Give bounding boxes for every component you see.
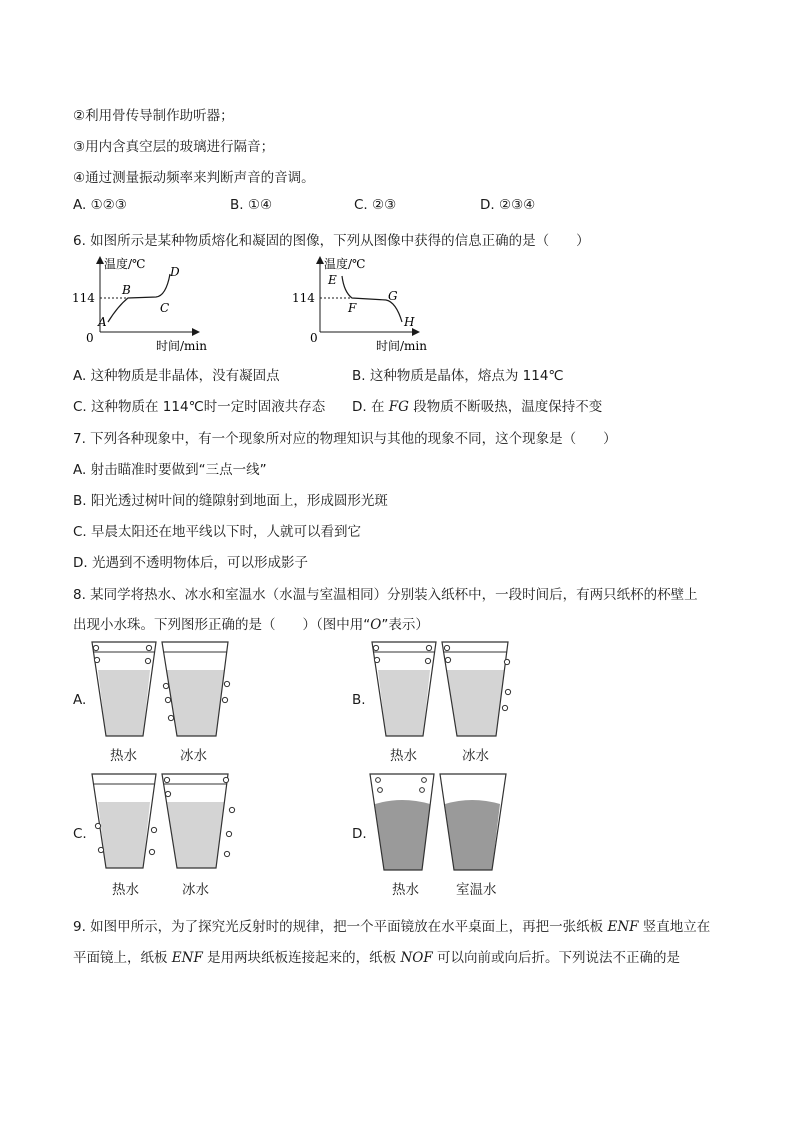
q8-option-a-letter: A. bbox=[73, 692, 87, 708]
hot-cup-water bbox=[378, 670, 430, 736]
q8-stem-line2-post: ”表示） bbox=[381, 617, 429, 633]
hot-cup-water bbox=[375, 800, 430, 870]
solidification-graph bbox=[292, 254, 446, 354]
point-e: E bbox=[328, 273, 337, 287]
water-drop bbox=[378, 788, 383, 793]
water-drop bbox=[93, 645, 98, 650]
water-drop bbox=[226, 831, 231, 836]
q9-line1-board: ENF bbox=[607, 919, 639, 935]
q8-option-b-letter: B. bbox=[352, 692, 366, 708]
water-drop bbox=[95, 823, 100, 828]
q9-line2-board1: ENF bbox=[171, 950, 203, 966]
x-label: 时间/min bbox=[156, 339, 207, 353]
q6-option-a: A. 这种物质是非晶体，没有凝固点 bbox=[73, 368, 280, 384]
origin-label: 0 bbox=[310, 331, 318, 345]
q8-option-d-left-label: 热水 bbox=[392, 882, 419, 898]
water-drop bbox=[149, 849, 154, 854]
water-drop bbox=[146, 645, 151, 650]
q5-option-d: D. ②③④ bbox=[480, 197, 536, 213]
water-drop bbox=[505, 689, 510, 694]
q8-option-a-left-label: 热水 bbox=[110, 748, 137, 764]
q6-stem: 6. 如图所示是某种物质熔化和凝固的图像，下列从图像中获得的信息正确的是（ ） bbox=[73, 233, 590, 249]
water-drop bbox=[374, 657, 379, 662]
q7-option-b: B. 阳光透过树叶间的缝隙射到地面上，形成圆形光斑 bbox=[73, 493, 388, 509]
water-drop bbox=[224, 851, 229, 856]
tick-label: 114 bbox=[292, 291, 315, 305]
water-drop bbox=[445, 657, 450, 662]
water-drop bbox=[98, 847, 103, 852]
q6-option-d-segment: FG bbox=[388, 399, 409, 415]
room-temp-cup-water bbox=[445, 800, 500, 870]
q7-option-d: D. 光遇到不透明物体后，可以形成影子 bbox=[73, 555, 308, 571]
q6-option-d-pre: D. 在 bbox=[352, 399, 389, 415]
q8-option-d-cups bbox=[366, 770, 516, 875]
q8-stem-line2-pre: 出现小水珠。下列图形正确的是（ ）（图中用“ bbox=[73, 617, 371, 633]
q6-option-d bbox=[352, 395, 602, 415]
point-b: B bbox=[122, 283, 131, 297]
q8-option-c-right-label: 冰水 bbox=[182, 882, 209, 898]
water-drop bbox=[94, 657, 99, 662]
q9-line1-pre: 9. 如图甲所示，为了探究光反射时的规律，把一个平面镜放在水平桌面上，再把一张纸板 bbox=[73, 919, 608, 935]
q8-option-c-left-label: 热水 bbox=[112, 882, 139, 898]
water-drop bbox=[373, 645, 378, 650]
q9-line2 bbox=[73, 946, 680, 966]
water-drop bbox=[426, 645, 431, 650]
water-drop bbox=[224, 681, 229, 686]
water-drop bbox=[145, 658, 150, 663]
q9-line2-board2: NOF bbox=[400, 950, 433, 966]
y-label: 温度/℃ bbox=[324, 257, 366, 271]
item-3: ③用内含真空层的玻璃进行隔音； bbox=[73, 139, 275, 155]
tick-label: 114 bbox=[72, 291, 95, 305]
q8-option-c-cups bbox=[88, 770, 238, 875]
water-drop bbox=[425, 658, 430, 663]
q8-stem-line2-symbol: O bbox=[370, 617, 382, 633]
water-drop bbox=[165, 697, 170, 702]
point-a: A bbox=[98, 315, 107, 329]
water-drop bbox=[223, 777, 228, 782]
water-drop bbox=[422, 778, 427, 783]
point-c: C bbox=[160, 301, 170, 315]
point-h: H bbox=[404, 315, 415, 329]
q6-option-d-post: 段物质不断吸热，温度保持不变 bbox=[408, 399, 603, 415]
q7-stem: 7. 下列各种现象中，有一个现象所对应的物理知识与其他的现象不同，这个现象是（ ） bbox=[73, 431, 617, 447]
water-drop bbox=[229, 807, 234, 812]
q9-line1-post: 竖直地立在 bbox=[638, 919, 711, 935]
q5-option-a: A. ①②③ bbox=[73, 197, 127, 213]
water-drop bbox=[502, 705, 507, 710]
water-drop bbox=[420, 788, 425, 793]
q8-option-a-cups bbox=[88, 638, 238, 743]
q9-line2-c: 可以向前或向后折。下列说法不正确的是 bbox=[432, 950, 680, 966]
q8-option-b-right-label: 冰水 bbox=[462, 748, 489, 764]
q5-option-b: B. ①④ bbox=[230, 197, 273, 213]
q8-option-d-right-label: 室温水 bbox=[456, 882, 497, 898]
water-drop bbox=[376, 778, 381, 783]
water-drop bbox=[444, 645, 449, 650]
point-g: G bbox=[388, 289, 398, 303]
q5-option-c: C. ②③ bbox=[354, 197, 397, 213]
point-f: F bbox=[348, 301, 357, 315]
item-2: ②利用骨传导制作助听器； bbox=[73, 108, 234, 124]
water-drop bbox=[151, 827, 156, 832]
q9-line2-a: 平面镜上，纸板 bbox=[73, 950, 172, 966]
q8-option-a-right-label: 冰水 bbox=[180, 748, 207, 764]
q8-option-b-cups bbox=[368, 638, 518, 743]
point-d: D bbox=[170, 265, 180, 279]
q8-option-c-letter: C. bbox=[73, 826, 87, 842]
hot-cup-water bbox=[98, 802, 150, 868]
melting-graph bbox=[72, 254, 226, 354]
q8-option-d-letter: D. bbox=[352, 826, 367, 842]
water-drop bbox=[164, 777, 169, 782]
water-drop bbox=[163, 683, 168, 688]
x-label: 时间/min bbox=[376, 339, 427, 353]
item-4: ④通过测量振动频率来判断声音的音调。 bbox=[73, 170, 315, 186]
q8-option-b-left-label: 热水 bbox=[390, 748, 417, 764]
origin-label: 0 bbox=[86, 331, 94, 345]
hot-cup-water bbox=[98, 670, 150, 736]
water-drop bbox=[168, 715, 173, 720]
water-drop bbox=[504, 659, 509, 664]
water-drop bbox=[222, 697, 227, 702]
q6-option-b: B. 这种物质是晶体，熔点为 114℃ bbox=[352, 368, 564, 384]
q6-option-c: C. 这种物质在 114℃时一定时固液共存态 bbox=[73, 399, 326, 415]
q9-line2-b: 是用两块纸板连接起来的，纸板 bbox=[202, 950, 401, 966]
q9-line1 bbox=[73, 915, 710, 935]
q7-option-c: C. 早晨太阳还在地平线以下时，人就可以看到它 bbox=[73, 524, 362, 540]
water-drop bbox=[165, 791, 170, 796]
q8-stem-line2 bbox=[73, 613, 429, 633]
y-label: 温度/℃ bbox=[104, 257, 146, 271]
q8-stem-line1: 8. 某同学将热水、冰水和室温水（水温与室温相同）分别装入纸杯中，一段时间后，有两只纸杯的杯壁上 bbox=[73, 587, 698, 603]
q7-option-a: A. 射击瞄准时要做到“三点一线” bbox=[73, 462, 267, 478]
